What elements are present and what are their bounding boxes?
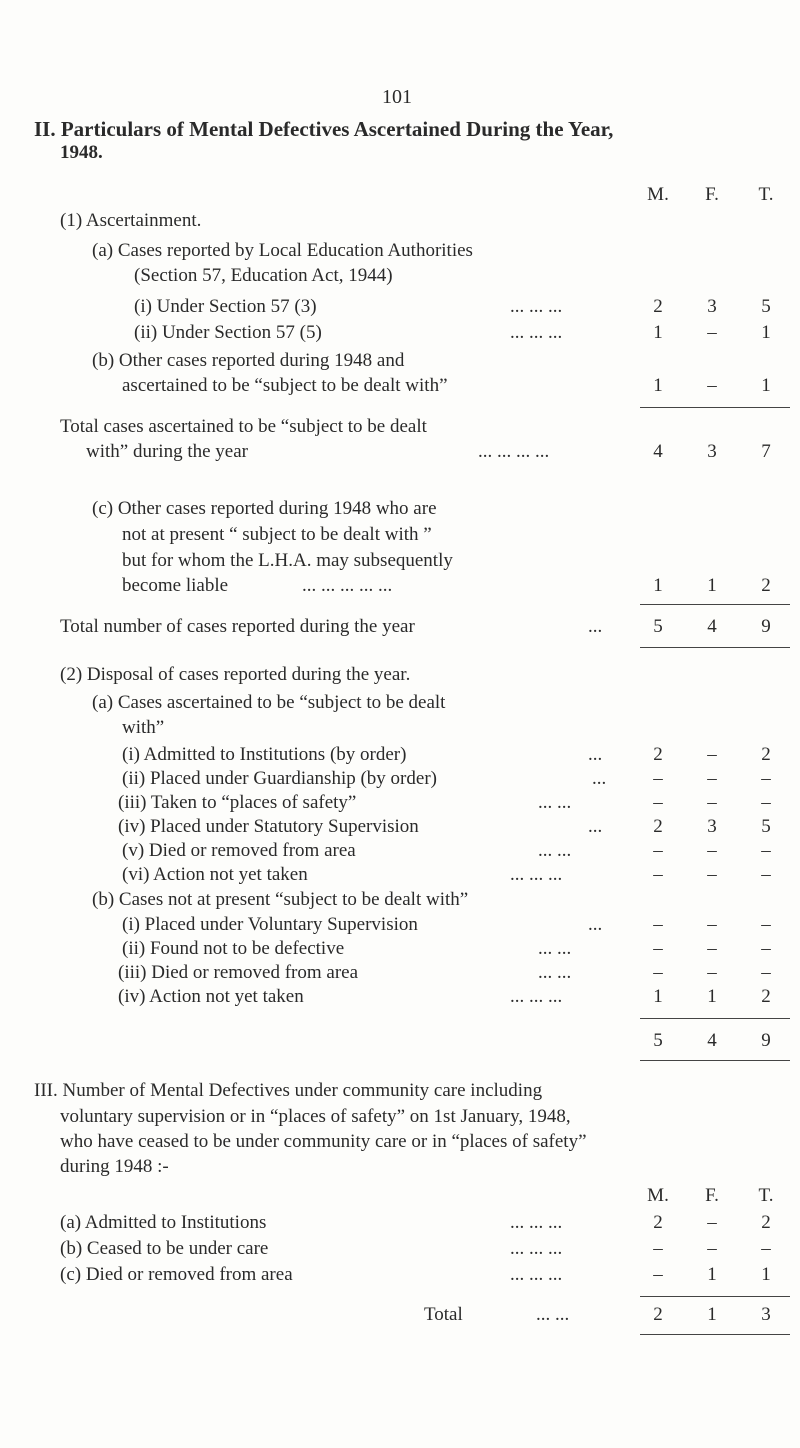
leader-dots: ...	[592, 768, 607, 789]
value-m: –	[653, 914, 663, 935]
leader-dots: ... ... ... ...	[478, 441, 550, 462]
divider-rule	[640, 1296, 790, 1297]
value-t: 1	[761, 375, 771, 396]
value-f: –	[707, 962, 717, 983]
divider-rule	[640, 1018, 790, 1019]
ascertainment-title: (1) Ascertainment.	[60, 210, 202, 231]
leader-dots: ...	[588, 616, 603, 637]
section-iii-line3: who have ceased to be under community care or in “places of safety”	[60, 1131, 587, 1152]
col-header-t: T.	[758, 1185, 774, 1206]
disposal-title: (2) Disposal of cases reported during the year.	[60, 664, 411, 685]
value-m: 2	[653, 296, 663, 317]
row-label: Total number of cases reported during the year	[60, 616, 415, 637]
row-label: ascertained to be “subject to be dealt with”	[122, 375, 448, 396]
value-f: –	[707, 1238, 717, 1259]
value-f: 1	[707, 1264, 717, 1285]
value-t: 2	[761, 575, 771, 596]
value-f: –	[707, 322, 717, 343]
section-iii-line2: voluntary supervision or in “places of safety” on 1st January, 1948,	[60, 1106, 571, 1127]
value-m: –	[653, 768, 663, 789]
value-m: 2	[653, 1304, 663, 1325]
cases-lea-line1: (a) Cases reported by Local Education Authorities	[92, 240, 473, 261]
leader-dots: ... ...	[538, 840, 572, 861]
leader-dots: ... ...	[538, 792, 572, 813]
disposal-a-line1: (a) Cases ascertained to be “subject to be dealt	[92, 692, 446, 713]
value-t: 2	[761, 986, 771, 1007]
divider-rule	[640, 1060, 790, 1061]
row-label: (c) Died or removed from area	[60, 1264, 293, 1285]
disposal-total-t: 9	[761, 1030, 771, 1051]
value-t: 7	[761, 441, 771, 462]
section-iii-line4: during 1948 :-	[60, 1156, 169, 1177]
col-header-m: M.	[647, 184, 669, 205]
leader-dots: ...	[588, 816, 603, 837]
value-f: –	[707, 914, 717, 935]
page-number: 101	[382, 86, 412, 108]
disposal-a-line2: with”	[122, 717, 165, 738]
leader-dots: ...	[588, 744, 603, 765]
other-cases-c-line2: not at present “ subject to be dealt with ”	[122, 524, 432, 545]
value-m: 1	[653, 575, 663, 596]
value-t: –	[761, 792, 771, 813]
value-t: –	[761, 938, 771, 959]
value-t: 5	[761, 296, 771, 317]
value-t: –	[761, 840, 771, 861]
value-f: 1	[707, 986, 717, 1007]
value-m: 1	[653, 322, 663, 343]
value-f: –	[707, 840, 717, 861]
other-cases-c-line3: but for whom the L.H.A. may subsequently	[122, 550, 453, 571]
row-label: (vi) Action not yet taken	[122, 864, 308, 885]
value-t: –	[761, 914, 771, 935]
leader-dots: ... ...	[536, 1304, 570, 1325]
value-m: 2	[653, 744, 663, 765]
value-m: –	[653, 792, 663, 813]
col-header-m: M.	[647, 1185, 669, 1206]
leader-dots: ... ... ...	[510, 1212, 563, 1233]
row-label: with” during the year	[86, 441, 248, 462]
value-m: –	[653, 1238, 663, 1259]
value-m: 2	[653, 1212, 663, 1233]
value-m: 5	[653, 616, 663, 637]
row-label: (ii) Placed under Guardianship (by order)	[122, 768, 437, 789]
value-t: 2	[761, 1212, 771, 1233]
leader-dots: ... ... ...	[510, 322, 563, 343]
row-label: (iv) Action not yet taken	[118, 986, 304, 1007]
col-header-t: T.	[758, 184, 774, 205]
value-t: 3	[761, 1304, 771, 1325]
col-header-f: F.	[705, 1185, 719, 1206]
row-label: (a) Admitted to Institutions	[60, 1212, 267, 1233]
value-f: –	[707, 1212, 717, 1233]
divider-rule	[640, 647, 790, 648]
value-m: –	[653, 1264, 663, 1285]
value-m: 1	[653, 375, 663, 396]
value-f: –	[707, 938, 717, 959]
divider-rule	[640, 1334, 790, 1335]
value-t: 9	[761, 616, 771, 637]
value-t: 2	[761, 744, 771, 765]
total-ascertained-line1: Total cases ascertained to be “subject to be dealt	[60, 416, 427, 437]
value-t: –	[761, 1238, 771, 1259]
section-ii-heading: II. Particulars of Mental Defectives Ascertained During the Year,	[34, 117, 614, 141]
value-t: 5	[761, 816, 771, 837]
leader-dots: ...	[588, 914, 603, 935]
row-label: (iii) Taken to “places of safety”	[118, 792, 357, 813]
row-label: (iii) Died or removed from area	[118, 962, 359, 983]
value-f: 3	[707, 296, 717, 317]
leader-dots: ... ... ...	[510, 296, 563, 317]
value-f: 3	[707, 441, 717, 462]
value-m: 4	[653, 441, 663, 462]
row-label: (i) Admitted to Institutions (by order)	[122, 744, 407, 765]
value-f: –	[707, 792, 717, 813]
leader-dots: ... ... ...	[510, 986, 563, 1007]
leader-dots: ... ... ...	[510, 1264, 563, 1285]
section-iii-line1: III. Number of Mental Defectives under community care including	[34, 1080, 543, 1101]
leader-dots: ... ... ... ... ...	[302, 575, 393, 596]
value-m: –	[653, 938, 663, 959]
section-ii-year: 1948.	[60, 142, 103, 163]
row-label: (iv) Placed under Statutory Supervision	[118, 816, 419, 837]
value-t: –	[761, 768, 771, 789]
value-f: 4	[707, 616, 717, 637]
leader-dots: ... ... ...	[510, 1238, 563, 1259]
col-header-f: F.	[705, 184, 719, 205]
value-m: –	[653, 840, 663, 861]
value-f: –	[707, 744, 717, 765]
row-label: (b) Ceased to be under care	[60, 1238, 269, 1259]
row-label: (ii) Found not to be defective	[122, 938, 345, 959]
value-f: 1	[707, 575, 717, 596]
value-f: –	[707, 375, 717, 396]
value-m: –	[653, 864, 663, 885]
disposal-b-line1: (b) Cases not at present “subject to be dealt with”	[92, 889, 469, 910]
row-label: (v) Died or removed from area	[122, 840, 356, 861]
value-t: 1	[761, 322, 771, 343]
value-f: –	[707, 864, 717, 885]
leader-dots: ... ...	[538, 938, 572, 959]
value-f: –	[707, 768, 717, 789]
cases-lea-line2: (Section 57, Education Act, 1944)	[134, 265, 393, 286]
disposal-total-m: 5	[653, 1030, 663, 1051]
leader-dots: ... ...	[538, 962, 572, 983]
value-f: 3	[707, 816, 717, 837]
total-label: Total	[424, 1304, 463, 1325]
value-t: –	[761, 864, 771, 885]
row-label: become liable	[122, 575, 229, 596]
value-t: –	[761, 962, 771, 983]
row-label: (ii) Under Section 57 (5)	[134, 322, 322, 343]
value-t: 1	[761, 1264, 771, 1285]
leader-dots: ... ... ...	[510, 864, 563, 885]
value-m: 1	[653, 986, 663, 1007]
value-m: –	[653, 962, 663, 983]
disposal-total-f: 4	[707, 1030, 717, 1051]
value-f: 1	[707, 1304, 717, 1325]
row-label: (i) Under Section 57 (3)	[134, 296, 317, 317]
other-cases-line1: (b) Other cases reported during 1948 and	[92, 350, 405, 371]
other-cases-c-line1: (c) Other cases reported during 1948 who are	[92, 498, 437, 519]
value-m: 2	[653, 816, 663, 837]
divider-rule	[640, 604, 790, 605]
divider-rule	[640, 407, 790, 408]
row-label: (i) Placed under Voluntary Supervision	[122, 914, 418, 935]
